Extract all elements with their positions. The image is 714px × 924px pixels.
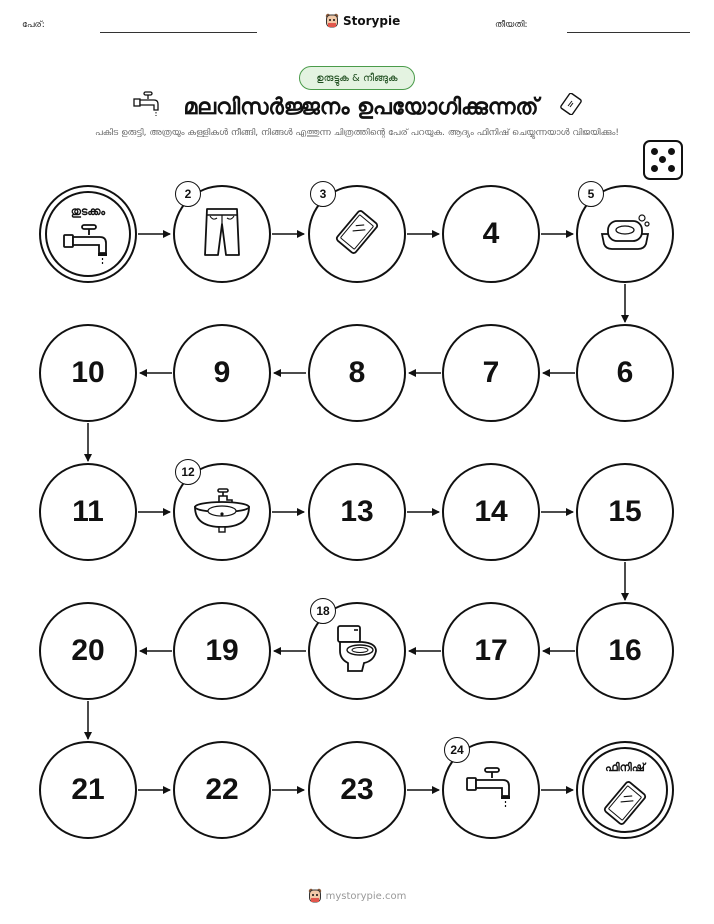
space-number: 7 [482, 356, 500, 389]
board-space-14 [442, 463, 540, 561]
board-space-13 [308, 463, 406, 561]
board-space-6 [576, 324, 674, 422]
instructions: പകിട ഉരുട്ടി, അത്രയും കള്ളികൾ നീങ്ങി, നിങ്ങൾ എത്തുന്ന ചിത്രത്തിന്റെ പേര് പറയുക. ആദ്യം ഫിനിഷ് ചെയ്യുന്നയാൾ വിജയിക്കും! [95, 128, 619, 138]
game-type-badge: ഉരുട്ടുക & നീങ്ങുക [299, 66, 415, 90]
space-number-badge: 12 [175, 459, 201, 485]
space-number-badge: 2 [175, 181, 201, 207]
date-label: തീയതി: [495, 20, 528, 30]
board-space-3 [308, 185, 406, 283]
board-space-22 [173, 741, 271, 839]
start-space [39, 185, 137, 283]
space-number: 9 [213, 356, 231, 389]
space-number: 22 [205, 773, 239, 806]
tablet-icon [601, 779, 649, 831]
pants-icon [202, 206, 242, 262]
space-number: 17 [474, 634, 508, 667]
name-label: പേര്: [22, 20, 45, 30]
board-space-8 [308, 324, 406, 422]
board-space-24 [442, 741, 540, 839]
space-number: 6 [616, 356, 634, 389]
board-space-20 [39, 602, 137, 700]
board-space-17 [442, 602, 540, 700]
space-number: 13 [340, 495, 374, 528]
brand-name: Storypie [343, 14, 401, 28]
space-number-badge: 3 [310, 181, 336, 207]
board-space-15 [576, 463, 674, 561]
board-space-2 [173, 185, 271, 283]
board-space-16 [576, 602, 674, 700]
space-number: 8 [348, 356, 366, 389]
toilet-icon [334, 623, 380, 679]
sink-icon [192, 487, 252, 537]
page-title: മലവിസർജ്ജനം ഉപയോഗിക്കുന്നത് [183, 94, 539, 120]
soap-icon [598, 212, 652, 256]
footer-site: mystorypie.com [325, 890, 407, 902]
board-space-10 [39, 324, 137, 422]
space-number: 20 [71, 634, 105, 667]
space-number: 10 [71, 356, 105, 389]
space-number-badge: 5 [578, 181, 604, 207]
board-space-7 [442, 324, 540, 422]
space-number: 23 [340, 773, 374, 806]
board-space-4 [442, 185, 540, 283]
storypie-logo-icon [308, 888, 322, 904]
board-space-11 [39, 463, 137, 561]
space-number: 4 [482, 217, 500, 250]
board-space-5 [576, 185, 674, 283]
tablet-icon [333, 208, 381, 260]
board-space-21 [39, 741, 137, 839]
faucet-icon [465, 766, 517, 814]
space-number: 14 [474, 495, 508, 528]
board-space-18 [308, 602, 406, 700]
space-number: 15 [608, 495, 642, 528]
space-number: 21 [71, 773, 105, 806]
footer [0, 888, 714, 904]
faucet-icon [62, 223, 114, 271]
space-number: 19 [205, 634, 239, 667]
space-number-badge: 24 [444, 737, 470, 763]
space-number: 11 [72, 495, 104, 528]
space-number: 16 [608, 634, 642, 667]
board-space-19 [173, 602, 271, 700]
space-number-badge: 18 [310, 598, 336, 624]
board-space-9 [173, 324, 271, 422]
board-space-23 [308, 741, 406, 839]
finish-label: ഫിനിഷ് [605, 761, 645, 774]
start-label: തുടക്കം [70, 205, 106, 218]
finish-space [576, 741, 674, 839]
board-space-12 [173, 463, 271, 561]
